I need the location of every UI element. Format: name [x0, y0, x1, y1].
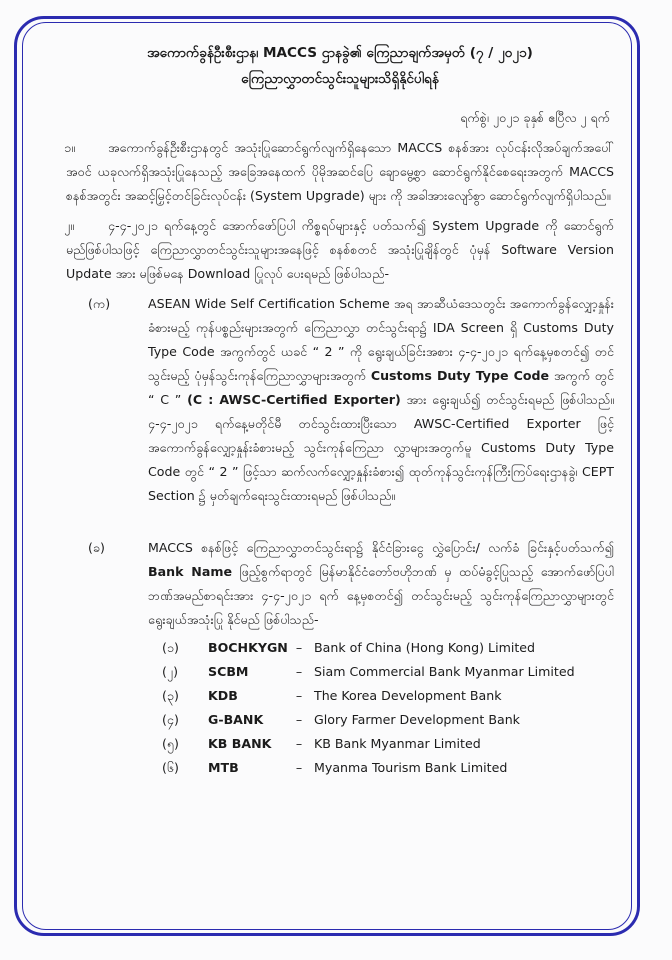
sub-item-kha [88, 536, 614, 632]
bank-list [162, 636, 614, 780]
bank-name: Myanma Tourism Bank Limited [314, 760, 508, 775]
sub-item-number: (က) [88, 296, 111, 311]
text-run-bold: (C : AWSC-Certified Exporter) [187, 392, 401, 407]
sub-item-text [148, 292, 614, 508]
bank-name: Siam Commercial Bank Myanmar Limited [314, 664, 575, 679]
paragraph-number: ၂။ [64, 218, 74, 233]
bank-code: KDB [208, 688, 238, 703]
bank-code: G-BANK [208, 712, 264, 727]
bank-number: (၃) [162, 688, 179, 703]
bank-code: SCBM [208, 664, 249, 679]
text-run: ဖြည့်စွက်ရာတွင် မြန်မာနိုင်ငံတော်ဗဟိုဘဏ် မှ ထပ်မံခွင့်ပြုသည့် အောက်ဖော်ပြပါ ဘဏ်အမည်စာရင်းအား ၄-၄-၂၀၂၁ ရက် နေ့မှစတင်၍ တင်သွင်းမည့် သွင်းကုန်ကြေညာလွှာများတွင် ရွေးချယ်အသုံးပြု နိုင်မည် ဖြစ်ပါသည်- [148, 564, 614, 627]
bank-number: (၄) [162, 712, 179, 727]
list-item [162, 756, 614, 780]
bank-number: (၂) [162, 664, 179, 679]
text-run: အကွက် တွင် “ C ” [148, 368, 615, 407]
announcement-date: ရက်စွဲ၊ ၂၀၂၁ ခုနှစ် ဧပြီလ ၂ ရက် [460, 110, 610, 125]
bank-dash: – [295, 640, 303, 655]
paragraph-text: ၄-၄-၂၀၂၁ ရက်နေ့တွင် အောက်ဖော်ပြပါ ကိစ္စရပ်များနှင့် ပတ်သက်၍ System Upgrade ကို ဆောင်ရွက်မည်ဖြစ်ပါသဖြင့် ကြေညာလွှာတင်သွင်းသူများအနေဖြင့် စနစ်စတင် အသုံးပြုချိန်တွင် ပုံမှန် Software Version Update အား မဖြစ်မနေ Download ပြုလုပ် ပေးရမည် ဖြစ်ပါသည်- [66, 218, 614, 281]
sub-item-number: (ခ) [88, 540, 105, 555]
title-line-1: အကောက်ခွန်ဦးစီးဌာန၊ MACCS ဌာနခွဲ၏ ကြေညာချက်အမှတ် (၇ / ၂၀၂၁) [147, 45, 533, 61]
bank-code: KB BANK [208, 736, 272, 751]
bank-name: The Korea Development Bank [314, 688, 502, 703]
text-run-bold: Bank Name [148, 564, 233, 579]
list-item [162, 660, 614, 684]
paragraph-1 [66, 136, 614, 208]
bank-code: BOCHKYGN [208, 640, 288, 655]
bank-number: (၁) [162, 640, 179, 655]
bank-number: (၅) [162, 736, 179, 751]
bank-dash: – [295, 712, 303, 727]
bank-code: MTB [208, 760, 239, 775]
bank-number: (၆) [162, 760, 179, 775]
announcement-body [66, 40, 614, 780]
list-item [162, 636, 614, 660]
bank-dash: – [295, 760, 303, 775]
text-run: ASEAN Wide Self Certification Scheme အရ အာဆီယံဒေသတွင်း အကောက်ခွန်လျှော့နှုန်းခံစားမည့် ကုန်ပစ္စည်းများအတွက် ကြေညာလွှာ တင်သွင်းရာ၌ IDA Screen ရှိ Customs Duty Type Code အကွက်တွင် ယခင် “ 2 ” ကို ရွေးချယ်ခြင်းအစား ၄-၄-၂၀၂၁ ရက်နေ့မှစတင်၍ တင်သွင်းမည့် ပုံမှန်သွင်းကုန်ကြေညာလွှာများအတွက် [148, 296, 614, 383]
sub-item-ka [88, 292, 615, 508]
sub-item-text [148, 536, 614, 632]
text-run: အား ရွေးချယ်၍ တင်သွင်းရမည် ဖြစ်ပါသည်။ ၄-၄-၂၀၂၁ ရက်နေ့မတိုင်မီ တင်သွင်းထားပြီးသော AWSC-Certified Exporter ဖြင့် အကောက်ခွန်လျှော့နှုန်းခံစားမည့် သွင်းကုန်ကြေညာ လွှာများအတွက်မူ Customs Duty Type Code တွင် “ 2 ” ဖြင့်သာ ဆက်လက်လျှော့နှုန်းခံစား၍ ထုတ်ကုန်သွင်းကုန်ကြီးကြပ်ရေးဌာနခွဲ၊ CEPT Section ၌ မှတ်ချက်ရေးသွင်းထားရမည် ဖြစ်ပါသည်။ [148, 392, 614, 503]
paragraph-text: အကောက်ခွန်ဦးစီးဌာနတွင် အသုံးပြုဆောင်ရွက်လျက်ရှိနေသော MACCS စနစ်အား လုပ်ငန်းလိုအပ်ချက်အပေါ်အဝင် ယခုလက်ရှိအသုံးပြုနေသည့် အခြေအနေထက် ပိုမိုအဆင်ပြေ ချောမွေ့စွာ ဆောင်ရွက်နိုင်စေရေးအတွက် MACCS စနစ်အတွင်း အဆင့်မြှင့်တင်ခြင်းလုပ်ငန်း (System Upgrade) များ ကို အခါအားလျော်စွာ ဆောင်ရွက်လျက်ရှိပါသည်။ [66, 140, 614, 203]
announcement-title [66, 40, 614, 92]
title-line-2: ကြေညာလွှာတင်သွင်းသူများသိရှိနိုင်ပါရန် [241, 71, 439, 87]
text-run-bold: Customs Duty Type Code [370, 368, 550, 383]
list-item [162, 684, 614, 708]
paragraph-2 [66, 214, 614, 286]
paragraph-number: ၁။ [64, 140, 75, 155]
bank-dash: – [295, 688, 303, 703]
bank-name: Glory Farmer Development Bank [314, 712, 520, 727]
bank-dash: – [295, 664, 303, 679]
list-item [162, 732, 614, 756]
text-run: MACCS စနစ်ဖြင့် ကြေညာလွှာတင်သွင်းရာ၌ နိုင်ငံခြားငွေ လွှဲပြောင်း/ လက်ခံ ခြင်းနှင့်ပတ်သက်၍ [148, 540, 614, 555]
bank-dash: – [295, 736, 303, 751]
list-item [162, 708, 614, 732]
bank-name: KB Bank Myanmar Limited [314, 736, 481, 751]
bank-name: Bank of China (Hong Kong) Limited [314, 640, 536, 655]
